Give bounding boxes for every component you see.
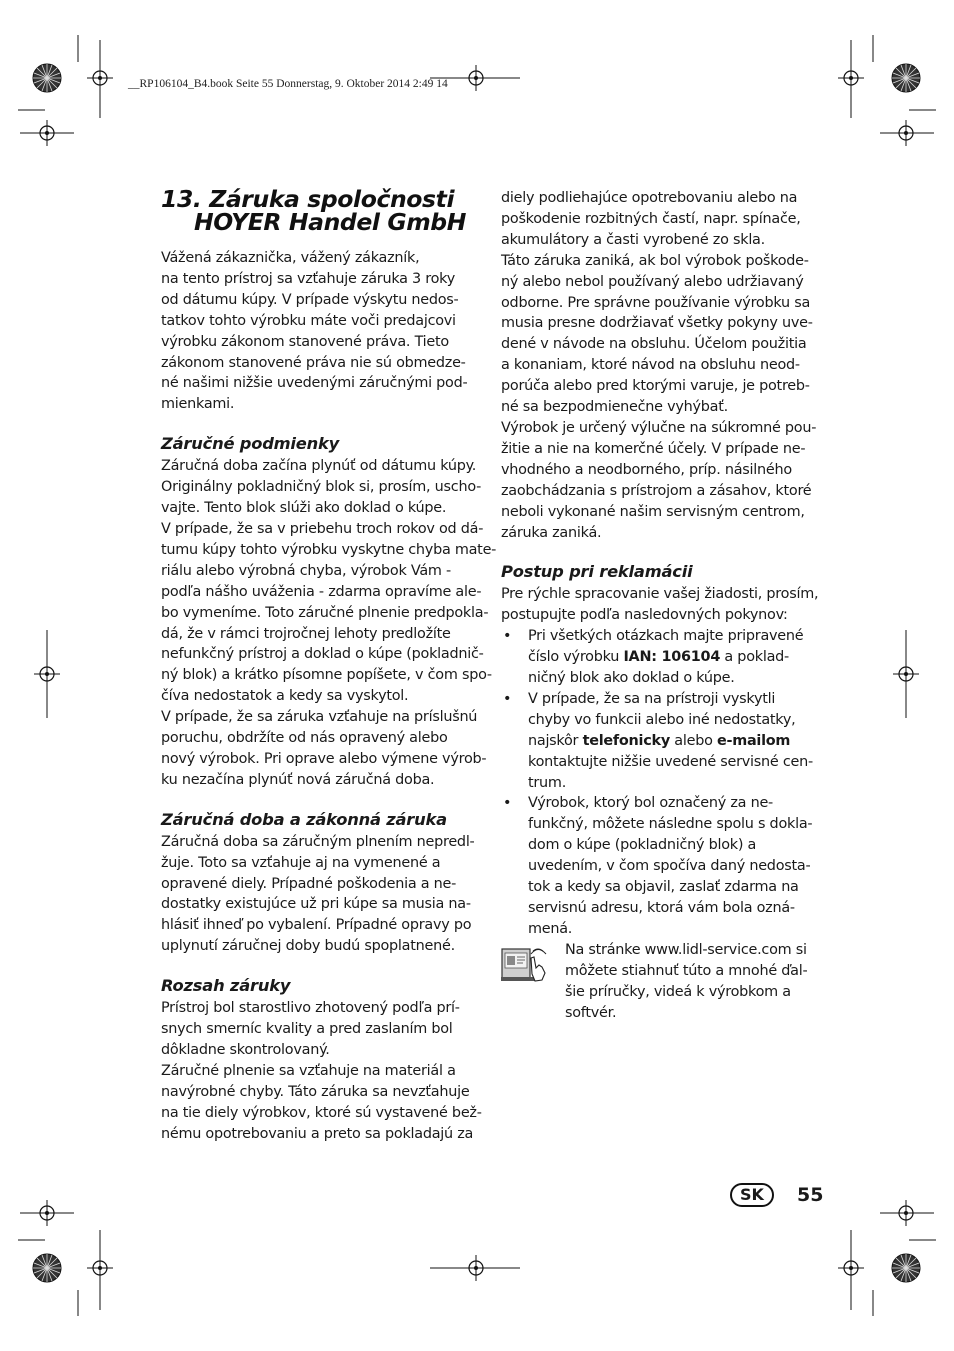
contact-phone-label: telefonicky — [582, 732, 670, 749]
warranty-conditions-text: Záručná doba začína plynúť od dátumu kúpy. Originálny pokladničný blok si, prosím, uscho- vajte. Tento blok slúži ako doklad o kúpe. V prípade, že sa v priebehu troch rokov od dá- tumu kúpy tohto výrobku vyskytne chyba mate- riálu alebo výrobná chyba, výrobok Vám - podľa nášho uváženia - zdarma opravíme ale- bo vymeníme. Toto záručné plnenie predpokla- dá, že v rámci trojročnej lehoty predložíte nefunkčný prístroj a doklad o kúpe (pokladnič- ný blok) a krátko písomne popíšete, v čom spo- číva nedostatok a kedy sa vyskytol. V prípade, že sa záruka vzťahuje na príslušnú poruchu, obdržíte od nás opravený alebo nový výrobok. Pri oprave alebo výmene výrob- ku nezačína plynúť nová záručná doba. — [161, 458, 497, 788]
print-header: __RP106104_B4.book Seite 55 Donnerstag, 9. Oktober 2014 2:49 14 — [128, 78, 448, 90]
list-item: • Výrobok, ktorý bol označený za ne- funkčný, môžete následne spolu s dokla- dom o kúpe (pokladničný blok) a uvedením, v čom spočíva daný nedosta- tok a kedy sa objavil, zaslať zdarma na servisnú adresu, ktorá vám bola ozná- mená. — [503, 795, 813, 937]
contact-email-label: e-mailom — [716, 732, 791, 749]
bullet-icon: • — [503, 628, 512, 645]
section-heading-claims: Postup pri reklamácii — [501, 562, 693, 582]
right-column — [501, 188, 828, 1023]
section-heading-warranty-scope: Rozsah záruky — [161, 976, 291, 996]
page-title — [161, 185, 487, 236]
section-heading-warranty-conditions: Záručné podmienky — [161, 434, 340, 454]
download-note — [501, 940, 828, 1024]
warranty-scope-text: Prístroj bol starostlivo zhotovený podľa prí- snych smerníc kvality a pred zaslaním bol dôkladne skontrolovaný. Záručné plnenie sa vzťahuje na materiál a navýrobné chyby. Táto záruka sa nevzťahuje na tie diely výrobkov, ktoré sú vystavené bež- nému opotrebovaniu a preto sa pokladajú za — [161, 1000, 482, 1142]
page-number: 55 — [797, 1184, 824, 1206]
download-note-text: Na stránke www.lidl-service.com si môžete stiahnuť túto a mnohé ďal- šie príručky, videá k výrobkom a softvér. — [565, 941, 808, 1021]
bullet-icon: • — [503, 690, 512, 707]
warranty-scope-continued-text: diely podliehajúce opotrebovaniu alebo na poškodenie rozbitných častí, napr. spínače, akumulátory a časti vyrobené zo skla. Táto záruka zaniká, ak bol výrobok poškode- ný alebo nebol používaný alebo udržiavaný odborne. Pre správne používanie výrobku sa musia presne dodržiavať všetky pokyny uve- dené v návode na obsluhu. Účelom použitia a konaniam, ktoré návod na obsluhu neod- porúča alebo pred ktorými varuje, je potreb- né sa bezpodmienečne vyhýbať. Výrobok je určený výlučne na súkromné pou- žitie a nie na komerčné účely. V prípade ne- vhodného a neodborného, príp. násilného zaobchádzania s prístrojom a zásahov, ktoré neboli vykonané našim servisným centrom, záruka zaniká. — [501, 190, 817, 541]
claims-intro-text: Pre rýchle spracovanie vašej žiadosti, prosím, postupujte podľa nasledovných pokynov: — [501, 586, 819, 624]
left-column — [161, 185, 497, 1145]
title-line-2: HOYER Handel GmbH — [194, 208, 466, 236]
list-item: • Pri všetkých otázkach majte pripravené číslo výrobku IAN: 106104 a poklad- ničný blok ako doklad o kúpe. — [503, 628, 804, 687]
bullet-icon: • — [503, 795, 512, 812]
intro-paragraph: Vážená zákaznička, vážený zákazník, na tento prístroj sa vzťahuje záruka 3 roky od dátumu kúpy. V prípade výskytu nedos- tatkov tohto výrobku máte voči predajcovi výrobku zákonom stanovené práva. Tieto zákonom stanovené práva nie sú obmedze- né našimi nižšie uvedenými záručnými pod- mienkami. — [161, 250, 468, 413]
download-manual-icon — [501, 946, 549, 984]
list-item: • V prípade, že sa na prístroji vyskytli chyby vo funkcii alebo iné nedostatky, najskôr telefonicky alebo e-mailom kontaktujte nižšie uvedené servisné cen- trum. — [503, 690, 813, 791]
product-ian: IAN: 106104 — [623, 649, 721, 666]
language-badge: SK — [730, 1183, 774, 1207]
warranty-period-text: Záručná doba sa záručným plnením nepredl- žuje. Toto sa vzťahuje aj na vymenené a opravené diely. Prípadné poškodenia a ne- dostatky existujúce už pri kúpe sa musia na- hlásiť ihneď po vybalení. Prípadné opravy po uplynutí záručnej doby budú spoplatnené. — [161, 833, 475, 955]
title-line-1: 13. Záruka spoločnosti — [161, 185, 455, 213]
claims-steps-list — [501, 626, 828, 940]
section-heading-warranty-period: Záručná doba a zákonná záruka — [161, 809, 447, 829]
